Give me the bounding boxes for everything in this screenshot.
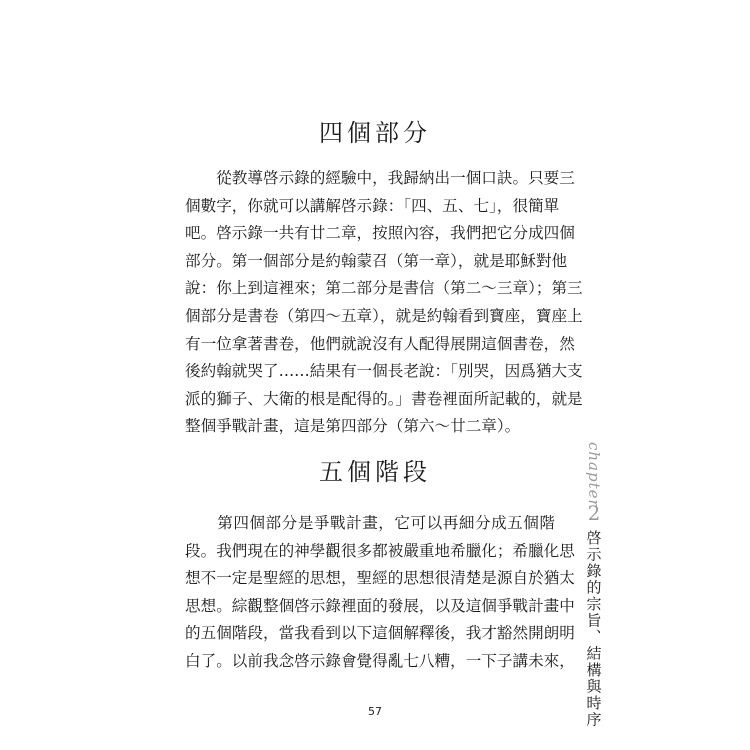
chapter-label: chapter — [585, 442, 603, 508]
chapter-side-tab — [577, 442, 611, 728]
chapter-number: 2 — [587, 501, 601, 525]
text-line: 從教導啓示錄的經驗中，我歸納出一個口訣。只要三 — [185, 169, 575, 187]
section-heading-five-stages: 五個階段 — [319, 458, 431, 486]
section-body-four-parts — [185, 165, 583, 441]
text-line: 個數字，你就可以講解啓示錄：「四、五、七」，很簡單 — [185, 196, 560, 215]
text-line: 思想。綜觀整個啓示錄裡面的發展，以及這個爭戰計畫中 — [185, 596, 575, 615]
text-line: 個部分是書卷（第四～五章），就是約翰看到寶座，寶座上 — [185, 306, 583, 325]
text-line: 後約翰就哭了……結果有一個長老說：「別哭，因爲猶大支 — [185, 362, 583, 381]
text-line: 吧。啓示錄一共有廿二章，按照內容，我們把它分成四個 — [185, 224, 575, 243]
text-line: 的五個階段，當我看到以下這個解釋後，我才豁然開朗明 — [185, 624, 575, 643]
page-number: 57 — [368, 705, 382, 718]
text-line: 有一位拿著書卷，他們就說沒有人配得展開這個書卷，然 — [185, 334, 575, 353]
text-line: 部分。第一個部分是約翰蒙召（第一章），就是耶穌對他 — [185, 251, 568, 270]
section-body-five-stages — [185, 510, 575, 676]
text-line: 白了。以前我念啓示錄會覺得亂七八糟，一下子講未來， — [185, 651, 575, 670]
text-line: 派的獅子、大衛的根是配得的。」書卷裡面所記載的，就是 — [185, 389, 583, 408]
text-line: 段。我們現在的神學觀很多都被嚴重地希臘化；希臘化思 — [185, 541, 575, 560]
text-line: 想不一定是聖經的思想，聖經的思想很清楚是源自於猶太 — [185, 569, 575, 588]
chapter-title: 啓示錄的宗旨、結構與時序 — [584, 530, 603, 728]
section-heading-four-parts: 四個部分 — [319, 119, 431, 147]
text-line: 整個爭戰計畫，這是第四部分（第六～廿二章）。 — [185, 417, 521, 436]
text-line: 說：你上到這裡來；第二部分是書信（第二～三章）；第三 — [185, 279, 583, 298]
text-line: 第四個部分是爭戰計畫，它可以再細分成五個階 — [185, 514, 555, 532]
